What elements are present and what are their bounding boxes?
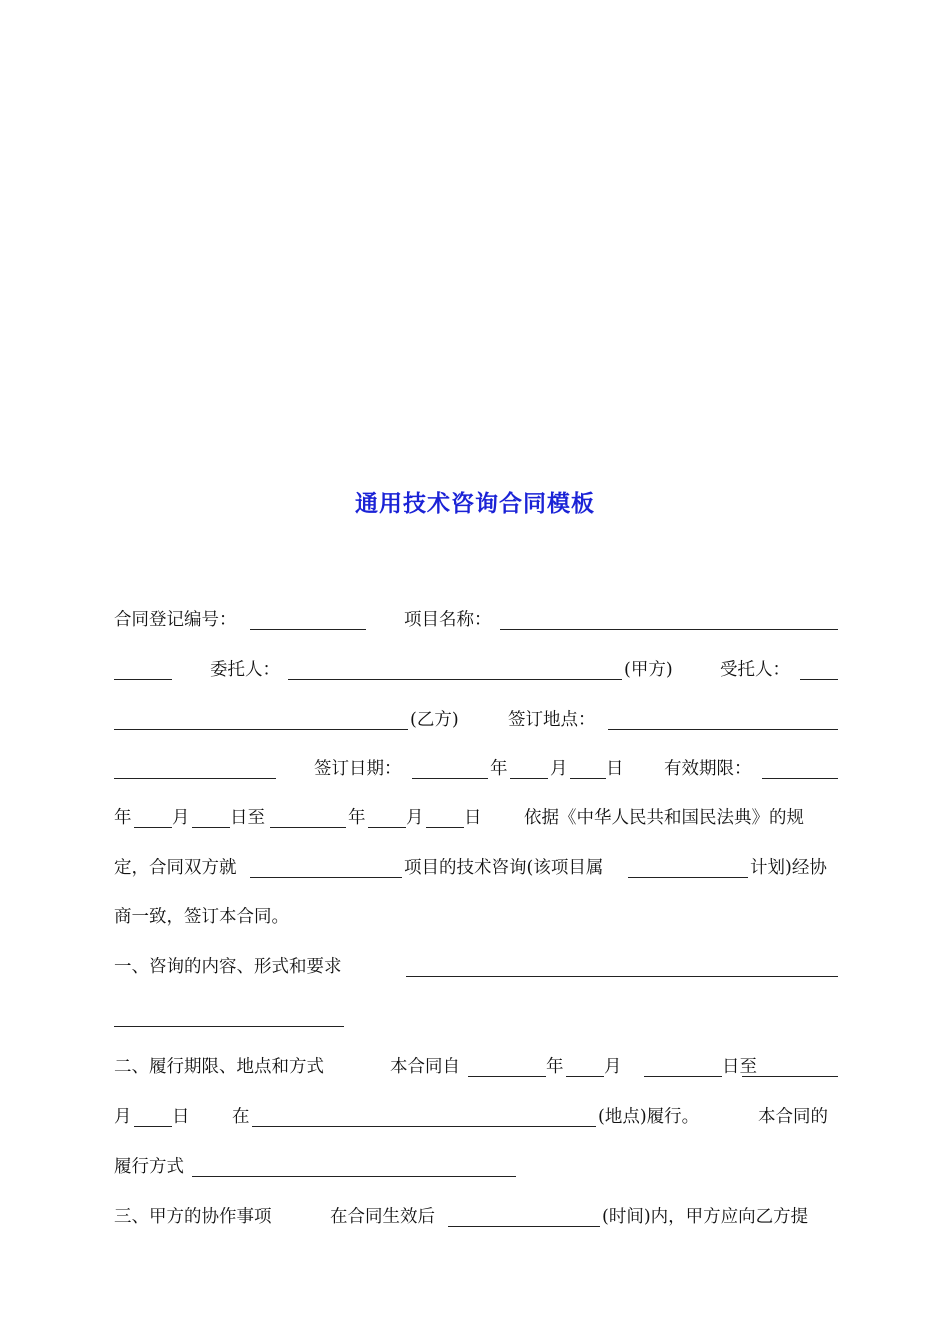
document-title: 通用技术咨询合同模板 [355,490,595,517]
text-segment: 委托人： [210,660,280,680]
text-segment: 定，合同双方就 [114,858,237,878]
blank-field [114,679,172,680]
blank-field [250,629,366,630]
text-segment: 日 [606,759,624,779]
blank-field [500,629,838,630]
blank-field [192,827,230,828]
blank-field [468,1076,546,1077]
text-segment: 月 [114,1107,132,1127]
contract-line [114,704,838,736]
text-segment: 年 [546,1057,564,1077]
text-segment: 年 [348,808,366,828]
blank-field [644,1076,722,1077]
text-segment: 月 [172,808,190,828]
text-segment: 年 [114,808,132,828]
blank-field [192,1176,516,1177]
contract-line [114,951,838,983]
blank-field [570,778,606,779]
contract-line [114,1151,838,1183]
text-segment: 月 [604,1057,622,1077]
text-segment: (甲方) [624,660,673,680]
text-segment: 合同登记编号： [114,610,237,630]
blank-field [426,827,464,828]
text-segment: (地点)履行。 [598,1107,700,1127]
blank-field [270,827,346,828]
blank-field [134,1126,172,1127]
text-segment: 在 [232,1107,250,1127]
blank-field [628,877,748,878]
blank-field [368,827,406,828]
contract-line [114,753,838,785]
contract-line [114,901,838,933]
text-segment: 商一致，签订本合同。 [114,907,289,927]
text-segment: 有效期限： [664,759,752,779]
blank-field [252,1126,596,1127]
text-segment: 履行方式 [114,1157,184,1177]
contract-line [114,852,838,884]
blank-field [114,1026,344,1027]
blank-field [608,729,838,730]
text-segment: 日 [172,1107,190,1127]
blank-field [448,1226,600,1227]
text-segment: 本合同的 [758,1107,828,1127]
blank-field [406,976,838,977]
contract-line [114,1001,838,1033]
contract-line [114,1201,838,1233]
contract-line [114,1101,838,1133]
blank-field [566,1076,604,1077]
text-segment: 二、履行期限、地点和方式 [114,1057,324,1077]
blank-field [250,877,402,878]
text-segment: 月 [406,808,424,828]
blank-field [134,827,172,828]
blank-field [114,778,276,779]
blank-field [742,1076,838,1077]
blank-field [412,778,488,779]
text-segment: 一、咨询的内容、形式和要求 [114,957,342,977]
text-segment: 月 [550,759,568,779]
text-segment: 项目名称： [404,610,492,630]
blank-field [800,679,838,680]
text-segment: 本合同自 [390,1057,460,1077]
text-segment: 依据《中华人民共和国民法典》的规 [524,808,804,828]
text-segment: 日至 [722,1057,757,1077]
blank-field [762,778,838,779]
text-segment: 签订地点： [508,710,596,730]
contract-line [114,802,838,834]
text-segment: 受托人： [720,660,790,680]
text-segment: 签订日期： [314,759,402,779]
blank-field [288,679,622,680]
text-segment: 年 [490,759,508,779]
contract-line [114,654,838,686]
text-segment: 项目的技术咨询(该项目属 [404,858,604,878]
text-segment: 三、甲方的协作事项 [114,1207,272,1227]
text-segment: (时间)内，甲方应向乙方提 [602,1207,809,1227]
contract-line [114,1051,838,1083]
text-segment: 在合同生效后 [330,1207,435,1227]
text-segment: 计划)经协 [750,858,827,878]
blank-field [114,729,408,730]
contract-line [114,604,838,636]
text-segment: 日 [464,808,482,828]
text-segment: (乙方) [410,710,459,730]
text-segment: 日至 [230,808,265,828]
blank-field [510,778,548,779]
